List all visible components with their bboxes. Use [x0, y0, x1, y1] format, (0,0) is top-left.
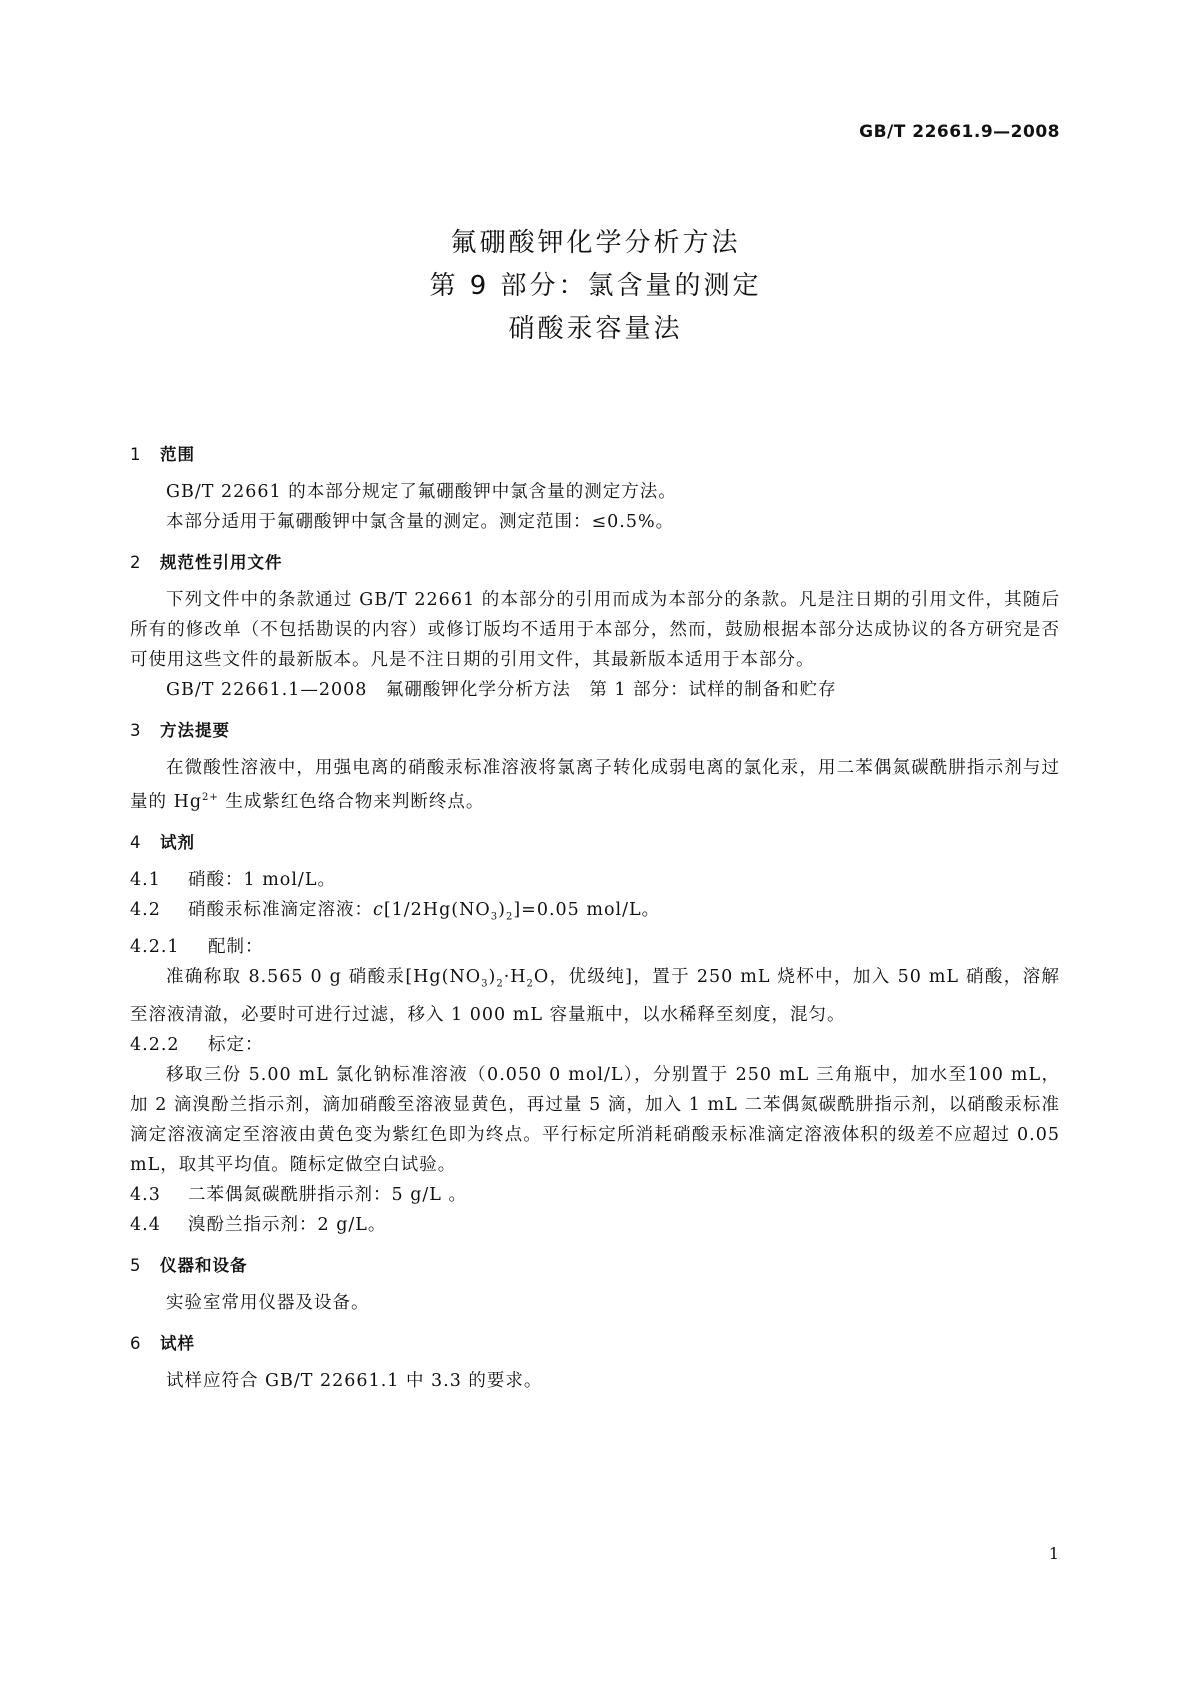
- section-2-reference: GB/T 22661.1—2008 氟硼酸钾化学分析方法 第 1 部分：试样的制备和贮存: [166, 680, 837, 700]
- section-1-paragraph-1: GB/T 22661 的本部分规定了氟硼酸钾中氯含量的测定方法。: [166, 482, 677, 502]
- page-number: 1: [1048, 1544, 1059, 1563]
- item-4-2-2-paragraph: 移取三份 5.00 mL 氯化钠标准溶液（0.050 0 mol/L），分别置于 250 mL 三角瓶中，加水至100 mL，加 2 滴溴酚兰指示剂，滴加硝酸至溶液显黄色，再过量 5 滴，加入 1 mL 二苯偶氮碳酰肼指示剂，以硝酸汞标准滴定溶液滴定至溶液由黄色变为紫红色即为终点。平行标定所消耗硝酸汞标准滴定溶液体积的级差不应超过 0.05 mL，取其平均值。随标定做空白试验。: [130, 1064, 1060, 1175]
- item-4-1: 4.1 硝酸：1 mol/L。: [130, 869, 336, 890]
- item-4-2-1: 4.2.1 配制：: [130, 937, 264, 958]
- section-heading-5: 5 仪器和设备: [130, 1255, 248, 1275]
- section-6-paragraph-1: 试样应符合 GB/T 22661.1 中 3.3 的要求。: [166, 1370, 543, 1391]
- section-heading-6: 6 试样: [130, 1333, 195, 1353]
- document-body: [130, 440, 1060, 1396]
- item-4-3: 4.3 二苯偶氮碳酰肼指示剂：5 g/L 。: [130, 1184, 467, 1205]
- item-4-2-1-paragraph: 准确称取 8.565 0 g 硝酸汞[$Hg(NO_3)_2\cdot H_2O$，优级纯]，置于 250 mL 烧杯中，加入 50 mL 硝酸，溶解至溶液清澈，必要时可进行过滤，移入 1 000 mL 容量瓶中，以水稀释至刻度，混匀。: [130, 967, 1060, 1025]
- section-5-paragraph-1: 实验室常用仪器及设备。: [166, 1292, 370, 1313]
- title-line-1: 氟硼酸钾化学分析方法: [450, 228, 741, 258]
- title-line-3: 硝酸汞容量法: [508, 314, 683, 344]
- section-heading-4: 4 试剂: [130, 832, 195, 852]
- item-4-4: 4.4 溴酚兰指示剂：2 g/L。: [130, 1214, 387, 1235]
- item-4-2: 4.2 硝酸汞标准滴定溶液：$c[1/2Hg(NO_3)_2]=0.05$ mol/L。: [130, 899, 661, 923]
- title-line-2: 第 9 部分：氯含量的测定: [429, 271, 762, 301]
- section-heading-3: 3 方法提要: [130, 721, 230, 740]
- standard-code: GB/T 22661.9—2008: [859, 122, 1060, 142]
- section-2-paragraph-1: 下列文件中的条款通过 GB/T 22661 的本部分的引用而成为本部分的条款。凡是注日期的引用文件，其随后所有的修改单（不包括勘误的内容）或修订版均不适用于本部分，然而，鼓励根据本部分达成协议的各方研究是否可使用这些文件的最新版本。凡是不注日期的引用文件，其最新版本适用于本部分。: [130, 590, 1060, 670]
- document-title: [0, 222, 1191, 351]
- section-1-paragraph-2: 本部分适用于氟硼酸钾中氯含量的测定。测定范围：≤0.5%。: [166, 512, 675, 532]
- item-4-2-2: 4.2.2 标定：: [130, 1034, 264, 1055]
- section-3-paragraph-1: 在微酸性溶液中，用强电离的硝酸汞标准溶液将氯离子转化成弱电离的氯化汞，用二苯偶氮碳酰肼指示剂与过量的 $Hg^{2+}$ 生成紫红色络合物来判断终点。: [130, 758, 1060, 812]
- section-heading-2: 2 规范性引用文件: [130, 553, 283, 572]
- section-heading-1: 1 范围: [130, 445, 195, 464]
